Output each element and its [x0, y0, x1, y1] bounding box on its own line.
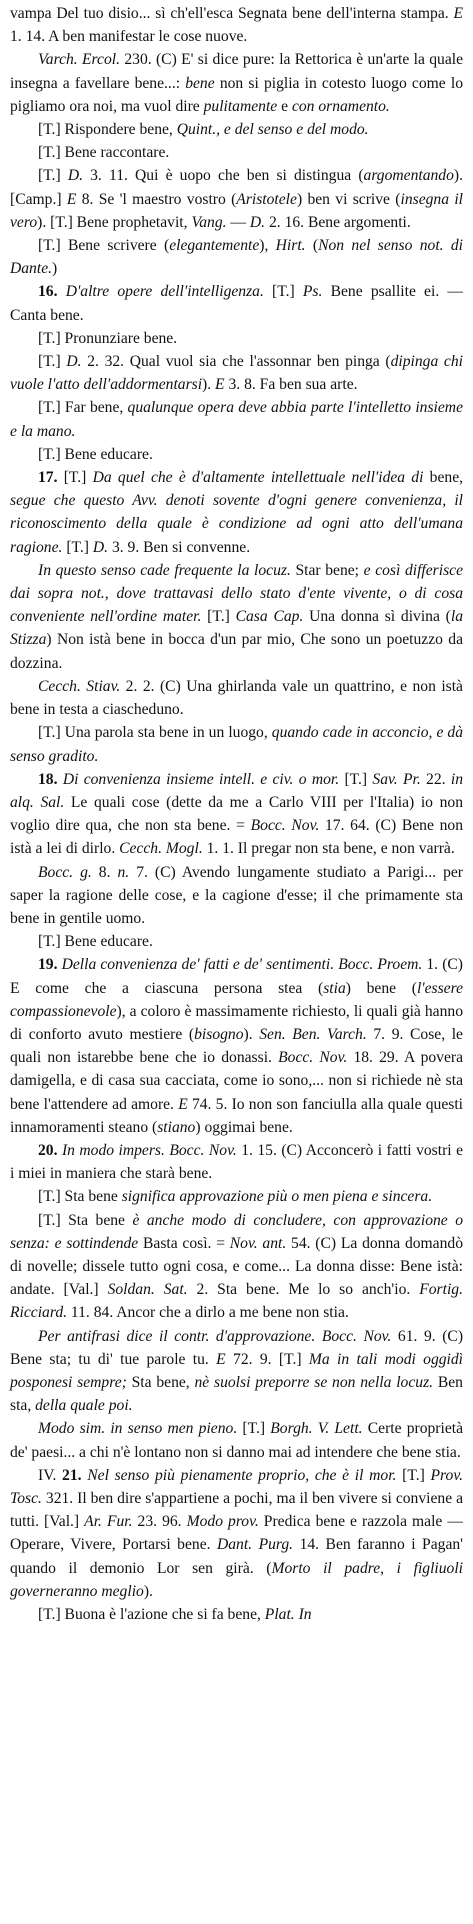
- text-run: in alq. Sal.: [10, 770, 463, 811]
- entry-paragraph: [10, 1464, 463, 1603]
- text-run: E: [453, 5, 463, 22]
- entry-paragraph: [10, 1603, 463, 1626]
- text-run: dipinga chi vuole l'atto dell'addormentarsi: [10, 353, 463, 394]
- text-run: Casa Cap.: [235, 608, 304, 626]
- text-run: ). [T.] Bene prophetavit,: [37, 213, 192, 231]
- text-run: 1. 14. A ben manifestar le cose nuove.: [10, 28, 248, 46]
- text-run: insegna il vero: [10, 190, 463, 231]
- text-run: 2. Sta bene. Me lo so anch'io.: [187, 1281, 420, 1299]
- text-run: In: [298, 1606, 312, 1624]
- text-run: 19.: [38, 956, 58, 974]
- text-run: 8.: [91, 863, 118, 881]
- text-run: n.: [117, 863, 130, 881]
- text-run: 1. 15. (C) Acconcerò i fatti vostri e i miei in maniera che starà bene.: [10, 1141, 463, 1183]
- entry-paragraph: [10, 164, 463, 234]
- text-run: [T.] Bene raccontare.: [38, 144, 170, 162]
- text-run: 1. (C) E come che a ciascuna persona stea (: [10, 956, 463, 997]
- text-run: E: [66, 190, 77, 208]
- text-run: Bocc. Nov.: [321, 1327, 392, 1345]
- text-run: [T.]: [38, 167, 68, 185]
- text-run: Certe proprietà de' paesi... a chi n'è lontano non si danno mai ad intendere che bene stia.: [10, 1420, 463, 1461]
- text-run: Bocc. g.: [38, 863, 92, 881]
- text-run: ) oggimai bene.: [195, 1118, 293, 1136]
- text-run: qualunque opera deve abbia parte l'intelletto insieme e la mano.: [10, 399, 463, 440]
- text-run: Da quel che è d'altamente intellettuale nell'idea di: [92, 469, 424, 487]
- text-run: 2. 32. Qual vuol sia che l'assonnar ben pinga (: [81, 353, 391, 371]
- text-run: 11. 84. Ancor che a dirlo a me bene non stia.: [67, 1304, 349, 1322]
- text-run: Sen. Ben. Varch.: [259, 1025, 367, 1043]
- text-run: [T.]: [38, 353, 67, 371]
- entry-paragraph: [10, 559, 463, 675]
- text-run: [T.] Una parola sta bene in un luogo,: [38, 724, 272, 742]
- text-run: Una donna sì divina (: [303, 608, 451, 626]
- text-run: Prov. Tosc.: [10, 1466, 463, 1507]
- text-run: [T.] Far bene,: [38, 399, 128, 417]
- text-run: 7. 9. Cose, le quali non istarebbe bene che io donassi.: [10, 1025, 463, 1067]
- text-run: 2. 16. Bene argomenti.: [265, 213, 411, 231]
- text-run: [T.]: [62, 538, 93, 556]
- text-run: Vang.: [191, 213, 227, 231]
- text-run: 72. 9. [T.]: [225, 1350, 309, 1368]
- text-run: (: [305, 237, 319, 255]
- text-run: con ornamento.: [291, 97, 390, 115]
- text-run: 14. Ben faranno i Pagan' quando il demonio Lor sen girà. (: [10, 1536, 463, 1577]
- text-run: ).: [143, 1582, 153, 1600]
- text-run: [T.]: [396, 1466, 431, 1484]
- text-run: è anche modo di concludere, con approvazione o senza: e sottindende: [10, 1211, 463, 1252]
- text-run: [T.] Sta bene: [38, 1188, 122, 1206]
- text-run: 22.: [420, 770, 451, 788]
- text-run: la Stizza: [10, 608, 463, 649]
- entry-paragraph: [10, 1417, 463, 1463]
- text-run: stiano: [157, 1118, 196, 1136]
- text-run: quando cade in acconcio, e dà senso gradito.: [10, 724, 463, 765]
- text-run: [T.] Bene scrivere (: [38, 237, 170, 255]
- text-run: 2. 2. (C) Una ghirlanda vale un quattrino, e non istà bene in testa a ciascheduno.: [10, 677, 463, 719]
- text-run: [T.] Pronunziare bene.: [38, 329, 178, 347]
- text-run: 74. 5. Io non son fanciulla alla quale questi innamoramenti steano (: [10, 1095, 464, 1136]
- entry-paragraph: [10, 2, 463, 48]
- text-run: E: [216, 1350, 226, 1368]
- entry-paragraph: [10, 1139, 463, 1185]
- text-run: 230. (C) E' si dice pure: la Rettorica è un'arte la quale insegna a favellare bene...:: [10, 51, 464, 92]
- text-run: 321. Il ben dire s'appartiene a pochi, ma il ben vivere si conviene a tutti. [Val.]: [10, 1490, 463, 1531]
- text-run: Dant. Purg.: [217, 1536, 294, 1554]
- text-run: 23. 96.: [132, 1513, 187, 1531]
- text-run: elegantemente: [169, 237, 260, 255]
- text-run: D.: [66, 353, 82, 371]
- entry-paragraph: [10, 141, 463, 164]
- text-run: ) Non istà bene in bocca d'un par mio, Che sono un poetuzzo da dozzina.: [10, 631, 463, 672]
- text-run: Ps.: [302, 283, 323, 301]
- text-run: pulitamente: [203, 97, 278, 115]
- text-run: [58, 283, 66, 300]
- text-run: 21.: [62, 1466, 82, 1484]
- text-run: Cecch. Stiav.: [38, 677, 121, 695]
- text-run: 8. Se 'l maestro vostro (: [76, 190, 237, 208]
- entry-paragraph: [10, 396, 463, 442]
- text-run: E: [178, 1095, 188, 1113]
- text-run: ).: [243, 1025, 260, 1043]
- text-run: significa approvazione più o men piena e sincera.: [121, 1188, 433, 1206]
- text-run: Sav. Pr.: [372, 770, 421, 788]
- entry-paragraph: [10, 350, 463, 396]
- text-run: Della convenienza de' fatti e de' sentimenti.: [61, 956, 335, 974]
- entry-paragraph: [10, 675, 463, 721]
- text-run: Nov. ant.: [229, 1234, 287, 1252]
- text-run: 20.: [38, 1141, 58, 1159]
- entry-paragraph: [10, 953, 463, 1139]
- text-run: nè suolsi preporre se non nella locuz.: [194, 1373, 434, 1391]
- text-run: Quint., e del senso e del modo.: [176, 121, 369, 139]
- text-run: Basta così. =: [138, 1234, 230, 1252]
- text-run: ),: [259, 237, 276, 255]
- text-run: —: [226, 213, 250, 231]
- text-run: Bene psallite ei. — Canta bene.: [10, 283, 463, 324]
- text-run: 18. 29. A povera damigella, e di casa sua cacciata, come io sono,... non si richiede nè sta bene l'attendere ad amore.: [10, 1049, 463, 1113]
- text-run: 7. (C) Avendo lungamente studiato a Parigi... per saper la ragione delle cose, e la cagione d'esse; il che primamente sta bene in gentile uomo.: [10, 863, 463, 927]
- text-run: e: [277, 97, 292, 115]
- entry-paragraph: [10, 443, 463, 466]
- text-run: ): [52, 260, 58, 278]
- text-run: [T.]: [339, 770, 373, 788]
- text-run: Nel senso più pienamente proprio, che è il mor.: [87, 1466, 397, 1484]
- entry-paragraph: [10, 768, 463, 861]
- text-run: ) ben vi scrive (: [296, 190, 401, 208]
- text-run: Plat.: [264, 1606, 295, 1624]
- text-run: Cecch. Mogl.: [119, 840, 203, 858]
- text-run: IV.: [38, 1466, 63, 1484]
- text-run: ), a coloro è massimamente richiesto, li quali già hanno di conforto avuto mestiere (: [10, 1002, 463, 1043]
- text-run: l'essere compassionevole: [10, 979, 463, 1020]
- text-run: 17. 64. (C) Bene non istà a lei di dirlo.: [10, 817, 463, 858]
- text-run: [T.] Rispondere bene,: [38, 121, 177, 139]
- entry-paragraph: [10, 280, 463, 326]
- text-run: Modo prov.: [186, 1513, 259, 1531]
- text-run: [T.]: [201, 608, 236, 626]
- text-run: In modo impers.: [61, 1141, 165, 1159]
- text-run: Borgh. V. Lett.: [270, 1420, 363, 1438]
- text-run: 1. 1. Il pregar non sta bene, e non varrà.: [202, 840, 455, 858]
- text-run: 17.: [38, 469, 58, 487]
- entry-paragraph: [10, 930, 463, 953]
- text-run: Ar. Fur.: [84, 1513, 133, 1531]
- text-run: Non nel senso not. di Dante.: [10, 237, 464, 278]
- text-run: non si piglia in cotesto luogo come lo pigliamo ora noi, ma vuol dire: [10, 74, 463, 115]
- text-run: e così differisce dai sopra not., dove trattavasi dello stato d'ente vivente, o di cosa conveniente nell'ordine mater.: [10, 561, 463, 626]
- text-run: ).: [202, 376, 216, 394]
- text-run: 16.: [38, 283, 58, 301]
- text-run: [T.]: [57, 469, 93, 487]
- text-run: Star bene;: [290, 561, 364, 579]
- text-run: [315, 1328, 322, 1345]
- text-run: Aristotele: [236, 190, 297, 208]
- text-run: 3. 11. Qui è uopo che ben si distingua (: [82, 167, 364, 185]
- text-run: Di convenienza insieme intell. e civ. o mor.: [62, 770, 340, 788]
- text-run: bene,: [423, 469, 464, 487]
- text-run: ). [Camp.]: [10, 167, 463, 208]
- text-run: Hirt.: [275, 237, 306, 255]
- text-run: Bocc. Proem.: [338, 956, 423, 974]
- entry-paragraph: [10, 118, 463, 141]
- text-run: 3. 8. Fa ben sua arte.: [224, 376, 358, 394]
- text-run: [T.]: [237, 1420, 271, 1438]
- text-run: Bocc. Nov.: [169, 1141, 237, 1159]
- text-run: D.: [249, 213, 266, 231]
- text-run: Predica bene e razzola male — Operare, Vivere, Portarsi bene.: [10, 1513, 463, 1554]
- text-run: D'altre opere dell'intelligenza.: [65, 283, 264, 301]
- text-run: bisogno: [194, 1025, 244, 1043]
- text-run: argomentando: [363, 167, 454, 185]
- entry-paragraph: [10, 48, 463, 118]
- text-run: Morto il padre, i figliuoli governeranno meglio: [10, 1559, 463, 1600]
- text-run: Ben sta,: [10, 1373, 463, 1415]
- text-run: Le quali cose (dette da me a Carlo VIII per l'Italia) io non voglio dire qua, che non sta bene. =: [10, 793, 463, 835]
- text-run: ) bene (: [345, 979, 417, 997]
- entry-paragraph: [10, 1209, 463, 1325]
- text-run: della quale poi.: [35, 1397, 133, 1415]
- text-run: 61. 9. (C) Bene sta; tu di' tue parole tu.: [10, 1327, 464, 1368]
- entry-paragraph: [10, 721, 463, 767]
- text-run: 18.: [38, 770, 58, 788]
- text-run: 54. (C) La donna domandò di novelle; dissele tutto ogni cosa, e come... La donna disse: Bene istà: andate. [Val.]: [10, 1234, 463, 1299]
- text-run: Per antifrasi dice il contr. d'approvazione.: [38, 1327, 316, 1345]
- text-run: Bocc. Nov.: [250, 817, 320, 835]
- text-run: Soldan. Sat.: [107, 1281, 188, 1299]
- entry-paragraph: [10, 861, 463, 931]
- entry-paragraph: [10, 234, 463, 280]
- text-run: vampa Del tuo disio... sì ch'ell'esca Segnata bene dell'interna stampa.: [10, 5, 454, 22]
- text-run: [T.] Buona è l'azione che si fa bene,: [38, 1606, 265, 1624]
- text-run: [T.] Bene educare.: [38, 445, 153, 463]
- text-run: stia: [323, 979, 346, 997]
- text-run: D.: [92, 538, 109, 556]
- text-run: D.: [67, 167, 83, 185]
- text-run: Varch. Ercol.: [38, 51, 121, 69]
- text-run: [T.]: [263, 283, 303, 301]
- text-run: segue che questo Avv. denoti sovente d'ogni genere convenienza, il riconoscimento della quale è condizione ad ogni atto dell'umana ragione.: [10, 492, 463, 556]
- entry-paragraph: [10, 327, 463, 350]
- text-run: Fortig. Ricciard.: [10, 1281, 463, 1322]
- text-run: [T.] Sta bene: [38, 1211, 133, 1229]
- text-run: Bocc. Nov.: [278, 1049, 348, 1067]
- text-run: Modo sim. in senso men pieno.: [38, 1420, 238, 1438]
- text-run: bene: [185, 74, 215, 92]
- entry-paragraph: [10, 466, 463, 559]
- text-run: [T.] Bene educare.: [38, 933, 153, 951]
- text-run: E: [215, 376, 225, 394]
- text-run: Ma in tali modi oggidì posponesi sempre;: [10, 1350, 464, 1391]
- text-run: 3. 9. Ben si convenne.: [108, 538, 251, 556]
- text-run: In questo senso cade frequente la locuz.: [38, 561, 291, 579]
- entry-paragraph: [10, 1325, 463, 1418]
- text-run: Sta bene,: [126, 1373, 195, 1391]
- entry-paragraph: [10, 1185, 463, 1208]
